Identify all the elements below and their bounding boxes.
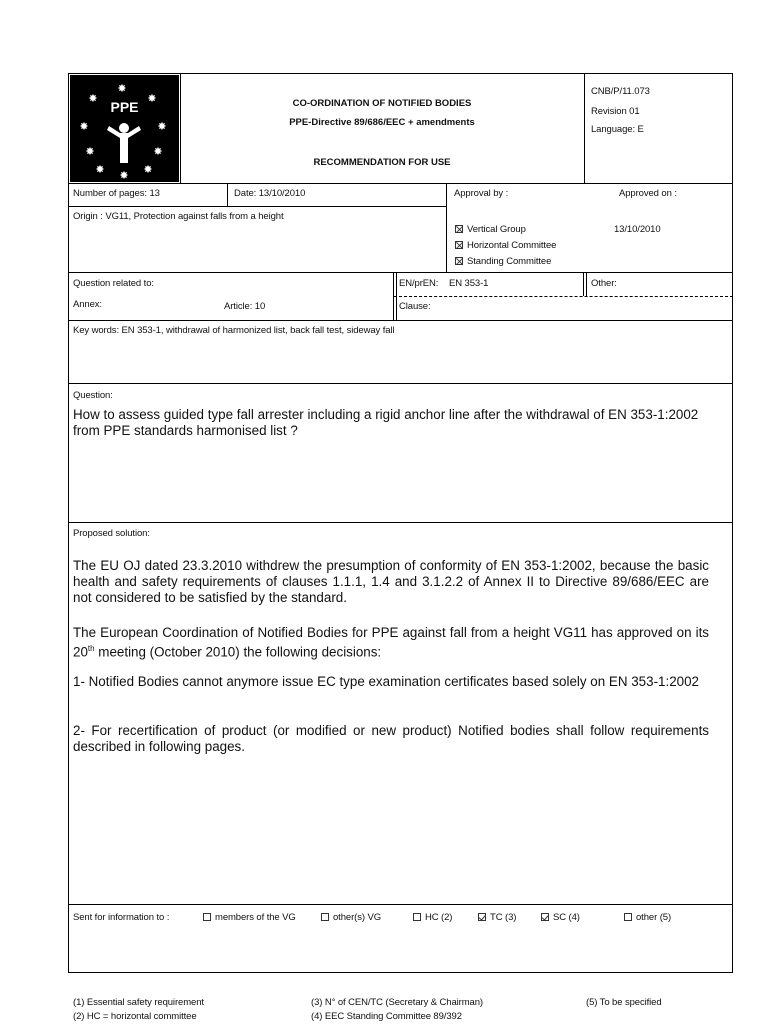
svg-text:✸: ✸	[153, 145, 163, 158]
language: Language: E	[591, 124, 644, 135]
en-label: EN/prEN:	[399, 278, 439, 289]
proposed-solution-label: Proposed solution:	[73, 528, 150, 539]
svg-text:✸: ✸	[95, 163, 105, 176]
title-line-3: RECOMMENDATION FOR USE	[313, 157, 451, 168]
annex-label: Annex:	[73, 299, 102, 310]
approved-on-label: Approved on :	[619, 188, 677, 199]
clause-label: Clause:	[399, 301, 431, 312]
pages-count: Number of pages: 13	[73, 188, 160, 199]
approval-horizontal-committee: Horizontal Committee	[455, 240, 556, 251]
frame-left	[68, 73, 69, 973]
checked-checkbox-icon	[478, 913, 486, 921]
approval-vertical-group: Vertical Group	[455, 224, 526, 235]
origin: Origin : VG11, Protection against falls from a height	[73, 211, 284, 222]
checkbox-icon	[624, 913, 632, 921]
frame-bottom	[68, 972, 733, 973]
footnote-2: (2) HC = horizontal committee	[73, 1011, 197, 1022]
checked-checkbox-icon	[541, 913, 549, 921]
sent-hc: HC (2)	[413, 912, 452, 923]
question-text: How to assess guided type fall arrester including a rigid anchor line after the withdrawal of EN 353-1:2002 from PPE standards harmonised list ?	[73, 407, 699, 438]
document-ref: CNB/P/11.073	[591, 86, 650, 97]
svg-text:✸: ✸	[147, 92, 157, 105]
svg-text:✸: ✸	[85, 145, 95, 158]
sent-other-vg: other(s) VG	[321, 912, 381, 923]
question-related-label: Question related to:	[73, 278, 154, 289]
logo-text: PPE	[110, 99, 139, 115]
checked-box-icon	[455, 257, 463, 265]
approval-date: 13/10/2010	[614, 224, 661, 235]
svg-text:✸: ✸	[117, 82, 127, 95]
approval-standing-committee: Standing Committee	[455, 256, 551, 267]
title-line-1: CO-ORDINATION OF NOTIFIED BODIES	[292, 98, 472, 109]
solution-paragraph-2: The European Coordination of Notified Bodies for PPE against fall from a height VG11 has approved on its 20th meeting (October 2010) the following decisions:	[73, 625, 709, 660]
solution-paragraph-3: 1- Notified Bodies cannot anymore issue EC type examination certificates based solely on EN 353-1:2002	[73, 674, 699, 689]
svg-text:✸: ✸	[88, 92, 98, 105]
solution-paragraph-1: The EU OJ dated 23.3.2010 withdrew the presumption of conformity of EN 353-1:2002, because the basic health and safety requirements of clauses 1.1.1, 1.4 and 3.1.2.2 of Annex II to Directive 89/686/EEC are not considered to be satisfied by the standard.	[73, 558, 709, 605]
en-value: EN 353-1	[449, 278, 489, 289]
svg-text:✸: ✸	[143, 163, 153, 176]
checkbox-icon	[321, 913, 329, 921]
approval-by-label: Approval by :	[454, 188, 509, 199]
solution-paragraph-4: 2- For recertification of product (or modified or new product) Notified bodies shall follow requirements described in following pages.	[73, 723, 709, 754]
key-words: Key words: EN 353-1, withdrawal of harmonized list, back fall test, sideway fall	[73, 325, 395, 336]
sent-members-of-vg: members of the VG	[203, 912, 296, 923]
sent-tc: TC (3)	[478, 912, 516, 923]
footnote-5: (5) To be specified	[586, 997, 662, 1008]
question-label: Question:	[73, 390, 113, 401]
checkbox-icon	[413, 913, 421, 921]
svg-text:✸: ✸	[119, 169, 129, 182]
sent-for-information-label: Sent for information to :	[73, 912, 170, 923]
checked-box-icon	[455, 241, 463, 249]
title-line-2: PPE-Directive 89/686/EEC + amendments	[289, 117, 475, 128]
svg-text:✸: ✸	[157, 120, 167, 133]
article: Article: 10	[224, 301, 266, 312]
revision: Revision 01	[591, 106, 640, 117]
footnote-4: (4) EEC Standing Committee 89/392	[311, 1011, 462, 1022]
footnote-1: (1) Essential safety requirement	[73, 997, 204, 1008]
frame-right	[732, 73, 733, 973]
checkbox-icon	[203, 913, 211, 921]
ppe-logo	[70, 75, 179, 182]
frame-top	[68, 73, 733, 74]
footnote-3: (3) N° of CEN/TC (Secretary & Chairman)	[311, 997, 483, 1008]
sent-sc: SC (4)	[541, 912, 580, 923]
checked-box-icon	[455, 225, 463, 233]
svg-text:✸: ✸	[79, 120, 89, 133]
ppe-logo-icon	[70, 75, 179, 182]
sent-other: other (5)	[624, 912, 671, 923]
date: Date: 13/10/2010	[234, 188, 306, 199]
other-label: Other:	[591, 278, 617, 289]
